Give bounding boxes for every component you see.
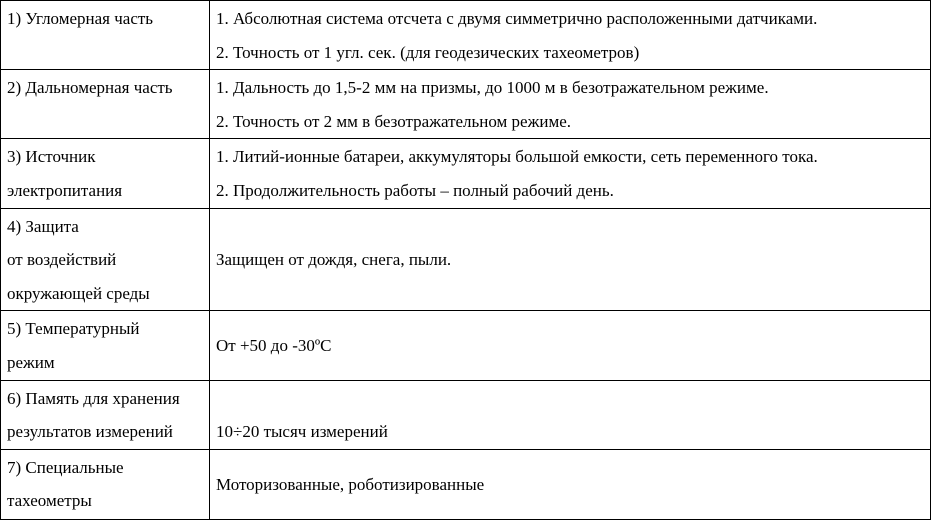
parameter-text: режим [7, 352, 55, 372]
parameter-text: тахеометры [7, 491, 92, 511]
value-cell [210, 208, 931, 311]
parameter-cell [1, 139, 210, 208]
value-text: 2. Точность от 2 мм в безотражательном режиме. [216, 111, 571, 131]
parameter-text: от воздействий [7, 250, 117, 270]
value-text: 2. Точность от 1 угл. сек. (для геодезических тахеометров) [216, 42, 640, 62]
table-row [1, 139, 931, 208]
parameter-cell [1, 380, 210, 449]
table-row [1, 208, 931, 311]
parameter-cell [1, 311, 210, 380]
table-row [1, 70, 931, 139]
parameter-text: 5) Температурный [7, 319, 140, 339]
value-text: 1. Литий-ионные батареи, аккумуляторы большой емкости, сеть переменного тока. [216, 147, 818, 167]
parameter-text: 4) Защита [7, 216, 79, 236]
parameter-cell [1, 1, 210, 70]
value-text: 10÷20 тысяч измерений [216, 422, 388, 442]
parameter-text: окружающей среды [7, 283, 150, 303]
parameter-cell [1, 449, 210, 519]
parameter-text: 2) Дальномерная часть [7, 78, 173, 98]
value-text: 1. Дальность до 1,5-2 мм на призмы, до 1000 м в безотражательном режиме. [216, 78, 769, 98]
parameter-cell [1, 70, 210, 139]
parameter-text: 3) Источник [7, 147, 96, 167]
parameter-text: 1) Угломерная часть [7, 9, 154, 28]
parameter-text: результатов измерений [7, 422, 173, 442]
table-row [1, 1, 931, 70]
value-text: Моторизованные, роботизированные [216, 474, 485, 494]
value-cell [210, 449, 931, 519]
value-cell [210, 380, 931, 449]
table-row [1, 449, 931, 519]
value-text: От +50 до -30ºС [216, 336, 332, 356]
value-cell [210, 139, 931, 208]
value-text: 1. Абсолютная система отсчета с двумя симметрично расположенными датчиками. [216, 9, 818, 28]
table-row [1, 380, 931, 449]
parameter-text: 7) Специальные [7, 457, 124, 477]
parameter-text: электропитания [7, 180, 123, 200]
value-text: Защищен от дождя, снега, пыли. [216, 250, 452, 270]
parameter-cell [1, 208, 210, 311]
value-cell [210, 1, 931, 70]
value-cell [210, 70, 931, 139]
value-text: 2. Продолжительность работы – полный рабочий день. [216, 180, 614, 200]
value-cell [210, 311, 931, 380]
parameter-text: 6) Память для хранения [7, 388, 180, 408]
table-row [1, 311, 931, 380]
